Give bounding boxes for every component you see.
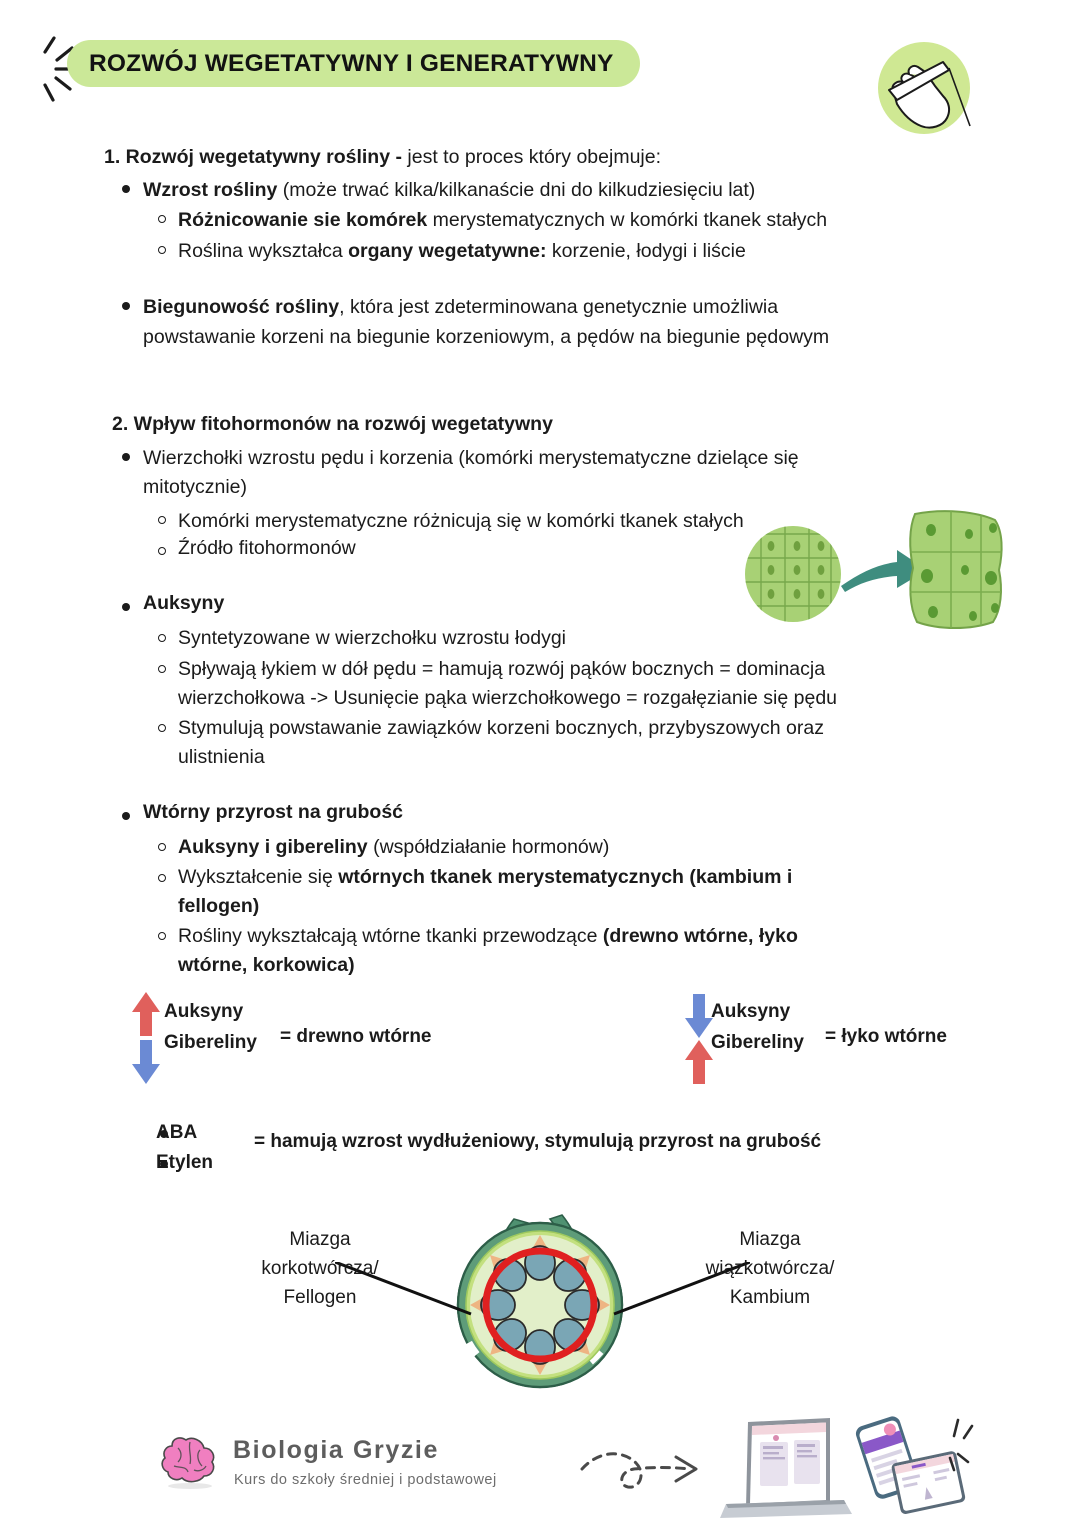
wtorny-item2-line2 [178, 891, 259, 921]
wtorny-item2-pre: Wykształcenie się [178, 866, 339, 888]
wtorny-item3-line2 [178, 950, 355, 980]
wtorny-item1 [178, 832, 609, 862]
bullet-ring [158, 246, 166, 254]
auksyny-item3-line1: Stymulują powstawanie zawiązków korzeni bocznych, przybyszowych oraz [178, 717, 824, 739]
section1-bullet1-rest: (może trwać kilka/kilkanaście dni do kilkudziesięciu lat) [277, 179, 756, 201]
laptop-phone-tablet-illustration [710, 1408, 985, 1523]
section1-sub2-pre: Roślina wykształca [178, 240, 349, 262]
equation-left-labels [164, 996, 257, 1058]
section1-bullet1-bold: Wzrost rośliny [143, 179, 278, 201]
wtorny-item2-bold: wtórnych tkanek merystematycznych (kambium i [338, 866, 793, 888]
wtorny-heading: Wtórny przyrost na grubość [143, 801, 404, 823]
bullet-ring [158, 634, 166, 642]
equation-right-result: = łyko wtórne [825, 1026, 947, 1047]
section1-heading-rest: jest to proces który obejmuje: [401, 146, 662, 168]
stem-label-right-line1: Miazga [739, 1229, 801, 1250]
section1-bullet2-line2: powstawanie korzeni na biegunie korzeniowym, a pędów na biegunie pędowym [143, 326, 830, 348]
section1-sub1 [178, 205, 827, 235]
bullet-ring [158, 874, 166, 882]
stem-label-left-line1: Miazga [289, 1229, 351, 1250]
section1-sub2 [178, 236, 746, 266]
aba-etylen-list [156, 1118, 213, 1178]
aba-item: ABA [156, 1122, 198, 1143]
equation-right-label-top: Auksyny [711, 1001, 791, 1022]
bullet-ring [158, 932, 166, 940]
section1-bullet2-bold: Biegunowość rośliny [143, 296, 340, 318]
section1-bullet2-rest: , która jest zdeterminowana genetycznie umożliwia [339, 296, 779, 318]
auksyny-item1: Syntetyzowane w wierzchołku wzrostu łodygi [178, 627, 567, 649]
aba-etylen-result: = hamują wzrost wydłużeniowy, stymulują przyrost na grubość [254, 1131, 822, 1152]
bullet-ring [158, 516, 166, 524]
section1-bullet1 [143, 175, 755, 205]
equation-right-labels [711, 996, 804, 1058]
section2-bullet1-line2: mitotycznie) [143, 476, 248, 498]
wtorny-item2-line1 [178, 862, 792, 892]
stem-label-right-line3: Kambium [729, 1287, 811, 1308]
auksyny-item3-line2: ulistnienia [178, 746, 265, 768]
up-arrow-red [685, 1040, 713, 1084]
wtorny-item3-bold: (drewno wtórne, łyko [602, 925, 798, 947]
wtorny-item3-pre: Rośliny wykształcają wtórne tkanki przewodzące [178, 925, 603, 947]
auksyny-heading: Auksyny [143, 592, 225, 614]
down-arrow-blue [685, 994, 713, 1038]
equation-right-label-bottom: Gibereliny [711, 1032, 804, 1053]
section1-sub2-rest: korzenie, łodygi i liście [546, 240, 746, 262]
section1-sub2-bold: organy wegetatywne: [348, 240, 547, 262]
wtorny-item1-rest: (współdziałanie hormonów) [367, 836, 610, 858]
wtorny-item3-line1 [178, 921, 798, 951]
etylen-item: Etylen [156, 1152, 214, 1173]
page-title-pill [67, 40, 640, 87]
bullet-ring [158, 665, 166, 673]
page-title: ROZWÓJ WEGETATYWNY I GENERATYWNY [89, 49, 614, 77]
brand-name: Biologia Gryzie [233, 1436, 439, 1464]
bullet-ring [158, 547, 166, 555]
section2-heading: 2. Wpływ fitohormonów na rozwój wegetatywny [112, 413, 553, 435]
wtorny-item1-bold: Auksyny i gibereliny [178, 836, 368, 858]
section1-sub1-rest: merystematycznych w komórki tkanek stałych [427, 209, 828, 231]
equation-left-label-top: Auksyny [164, 1001, 244, 1022]
section1-sub1-bold: Różnicowanie sie komórek [178, 209, 428, 231]
stem-label-left [230, 1225, 410, 1312]
section1-heading-bold: 1. Rozwój wegetatywny rośliny - [104, 146, 402, 168]
page-header [0, 0, 1080, 140]
stem-label-right [675, 1225, 865, 1312]
section2-sub2: Źródło fitohormonów [178, 537, 356, 559]
bullet-dot [122, 453, 130, 461]
down-arrow-blue [132, 1040, 160, 1084]
stem-label-left-line2: korkotwórcza/ [261, 1258, 379, 1279]
section2-sub1: Komórki merystematyczne różnicują się w komórki tkanek stałych [178, 510, 744, 532]
section1-bullet2 [143, 292, 778, 322]
dashed-curly-arrow-icon [578, 1443, 708, 1513]
stem-label-left-line3: Fellogen [283, 1287, 357, 1308]
cell-differentiation-illustration [745, 508, 1010, 633]
auksyny-item2-line1: Spływają łykiem w dół pędu = hamują rozwój pąków bocznych = dominacja [178, 658, 826, 680]
arrow-pair-left [128, 990, 164, 1086]
bullet-dot [122, 812, 130, 820]
equation-left-label-bottom: Gibereliny [164, 1032, 257, 1053]
equation-left-result: = drewno wtórne [280, 1026, 432, 1047]
hand-writing-pen-icon [873, 38, 981, 136]
bullet-ring [158, 724, 166, 732]
wtorny-item2-bold2: fellogen) [178, 895, 260, 917]
section1-heading [104, 142, 661, 172]
auksyny-item2-line2: wierzchołkowa -> Usunięcie pąka wierzchołkowego = rozgałęzianie się pędu [178, 687, 838, 709]
bullet-ring [158, 843, 166, 851]
bullet-dot [122, 185, 130, 193]
stem-label-right-line2: wiązkotwórcza/ [705, 1258, 835, 1279]
bullet-dot [122, 603, 130, 611]
section2-bullet1-line1: Wierzchołki wzrostu pędu i korzenia (komórki merystematyczne dzielące się [143, 447, 799, 469]
brand-subtitle: Kurs do szkoły średniej i podstawowej [234, 1472, 497, 1488]
wtorny-item3-bold2: wtórne, korkowica) [178, 954, 355, 976]
up-arrow-red [132, 992, 160, 1036]
bullet-ring [158, 215, 166, 223]
brain-icon [158, 1428, 222, 1490]
bullet-dot [122, 302, 130, 310]
